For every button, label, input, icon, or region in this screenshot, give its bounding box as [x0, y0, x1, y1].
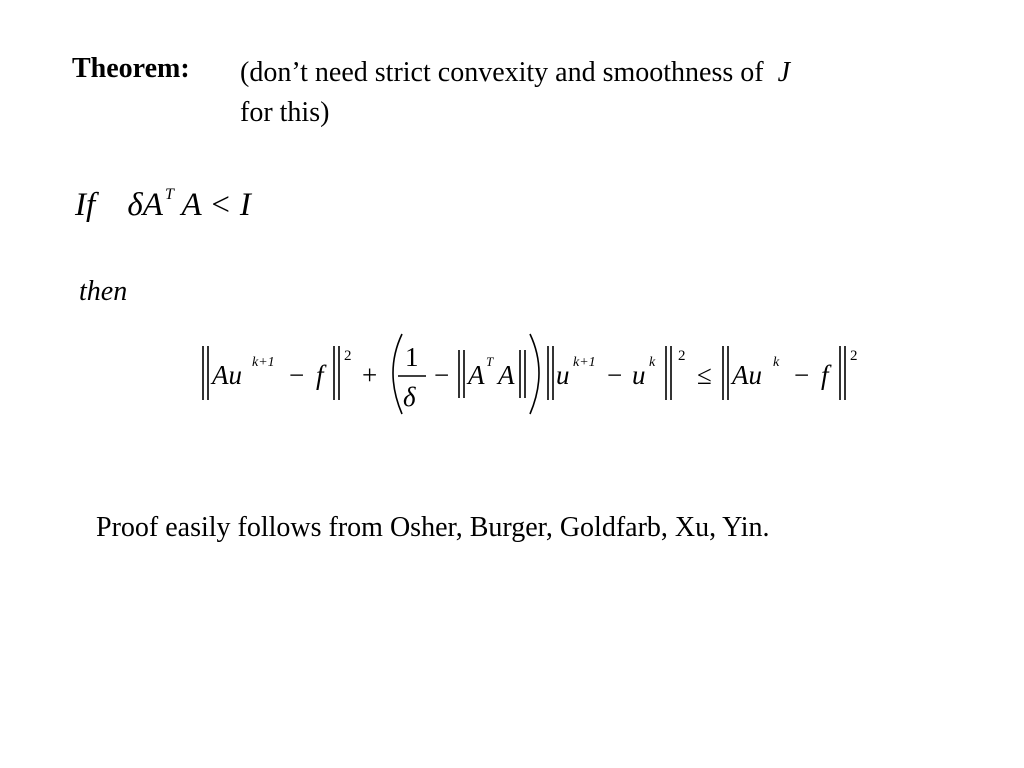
fraction-denominator: δ	[403, 382, 416, 412]
delta-symbol: δ	[127, 187, 143, 223]
square-2: 2	[678, 348, 686, 364]
hypothesis-line	[75, 186, 251, 224]
inequality-formula	[194, 328, 864, 420]
proof-statement: Proof easily follows from Osher, Burger, Goldfarb, Xu, Yin.	[96, 512, 770, 543]
rhs-minus: −	[794, 360, 810, 390]
theorem-note	[240, 53, 790, 133]
theorem-note-text: (don’t need strict convexity and smoothness of	[240, 57, 764, 88]
rhs-au: Au	[732, 360, 762, 390]
u-next-exponent: k+1	[573, 355, 596, 370]
condition-rest: A < I	[181, 187, 251, 223]
theorem-note-variable: J	[777, 57, 791, 88]
ata-a1: A	[468, 360, 485, 390]
rhs-f: f	[821, 360, 829, 390]
u-minus: −	[607, 360, 623, 390]
theorem-note-line2: for this)	[240, 97, 330, 128]
square-3: 2	[850, 348, 858, 364]
u-current: u	[632, 360, 646, 390]
u-current-exponent: k	[649, 355, 656, 370]
rhs-exponent: k	[773, 355, 780, 370]
lhs-f: f	[316, 360, 324, 390]
transpose-sup: T	[164, 186, 174, 203]
inequality-svg	[194, 328, 864, 420]
matrix-a: A	[142, 187, 163, 223]
inner-minus: −	[434, 360, 450, 390]
theorem-label: Theorem:	[72, 53, 190, 84]
plus-sign: +	[362, 360, 378, 390]
u-next: u	[556, 360, 570, 390]
lhs-exponent: k+1	[252, 355, 275, 370]
hypothesis-condition	[127, 187, 250, 223]
then-word: then	[79, 276, 128, 307]
right-paren	[530, 334, 539, 414]
fraction-numerator: 1	[405, 342, 419, 372]
left-paren	[393, 334, 402, 414]
lhs-minus: −	[289, 360, 305, 390]
ata-transpose: T	[486, 354, 494, 369]
lhs-au: Au	[212, 360, 242, 390]
ata-a2: A	[498, 360, 515, 390]
if-word: If	[75, 187, 96, 223]
theorem-note-line1	[240, 53, 790, 93]
leq-sign: ≤	[697, 360, 712, 390]
square-1: 2	[344, 348, 352, 364]
